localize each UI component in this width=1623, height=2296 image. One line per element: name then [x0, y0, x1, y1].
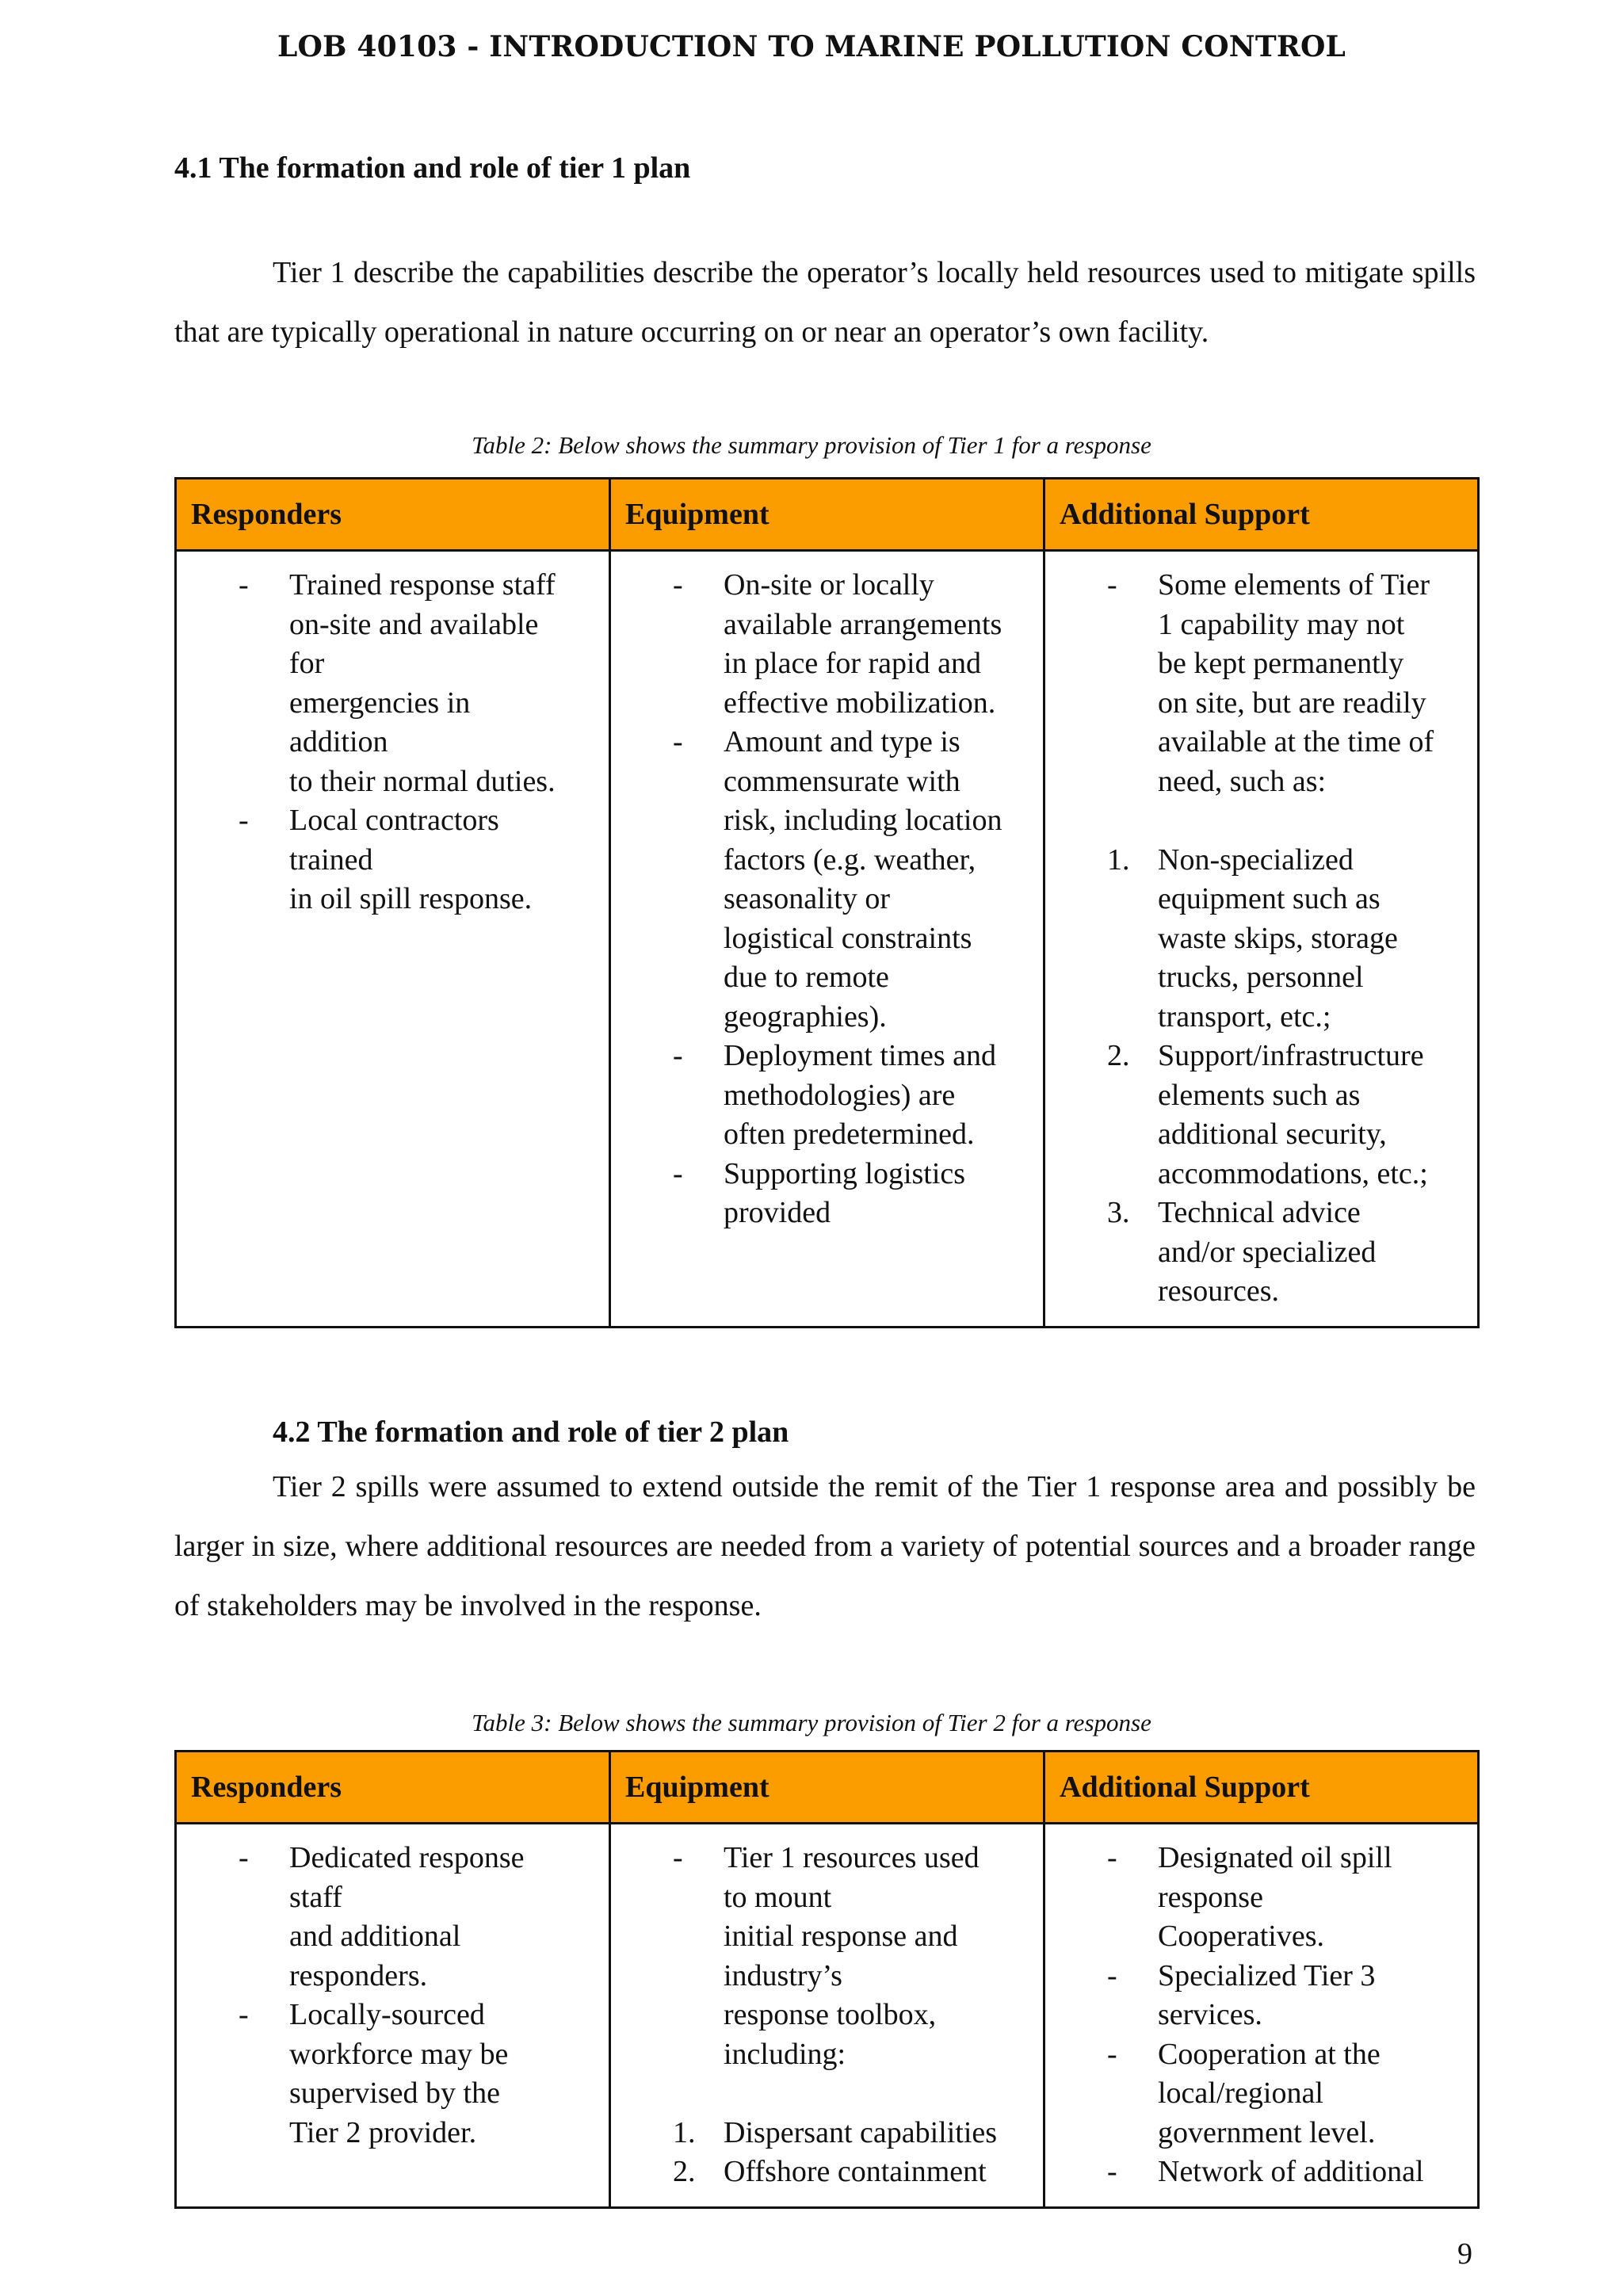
list-item-line: supervised by the	[289, 2076, 500, 2110]
list-marker: -	[1107, 1958, 1117, 1992]
cell-additional-support	[1044, 1824, 1479, 2208]
list-item-line: staff	[289, 1880, 342, 1914]
responders-list	[177, 566, 594, 919]
list-item-line: elements such as	[1158, 1078, 1361, 1112]
list-item-line: Dispersant capabilities	[724, 2115, 998, 2149]
list-marker: 1.	[673, 2115, 696, 2149]
list-item	[1045, 1194, 1463, 1312]
list-item-line: waste skips, storage	[1158, 921, 1398, 955]
list-item-line: to their normal duties.	[289, 764, 556, 798]
list-item-line: in oil spill response.	[289, 882, 533, 915]
list-item-line: On-site or locally	[724, 568, 934, 602]
list-marker: -	[239, 1841, 249, 1874]
list-item	[611, 566, 1029, 723]
list-item-line: Specialized Tier 3	[1158, 1958, 1376, 1992]
list-item-line: logistical constraints	[724, 921, 972, 955]
page-number: 9	[1457, 2237, 1472, 2271]
list-item-line: trained	[289, 842, 373, 877]
list-item	[1045, 2153, 1463, 2192]
header-equipment: Equipment	[610, 1752, 1044, 1824]
list-marker: -	[1107, 2155, 1117, 2188]
list-spacer	[1045, 801, 1463, 841]
cell-equipment	[610, 1824, 1044, 2208]
list-item-line: responders.	[289, 1958, 428, 1992]
list-item-line: workforce may be	[289, 2037, 509, 2071]
list-item-line: response toolbox,	[724, 1998, 937, 2031]
list-item	[1045, 1839, 1463, 1957]
list-marker: -	[1107, 2037, 1117, 2071]
list-item-line: due to remote	[724, 961, 889, 994]
list-item-line: initial response and	[724, 1920, 958, 1953]
list-item	[611, 723, 1029, 1037]
header-responders: Responders	[176, 1752, 610, 1824]
list-item-line: available at the time of	[1158, 725, 1434, 758]
list-item-line: Deployment times and	[724, 1039, 997, 1072]
list-marker: -	[1107, 1841, 1117, 1874]
equipment-list	[611, 566, 1029, 1233]
list-marker: 2.	[1107, 1039, 1130, 1072]
list-marker: -	[673, 1156, 683, 1190]
list-item-line: Network of additional	[1158, 2155, 1424, 2188]
list-item	[177, 801, 594, 919]
cell-responders	[176, 551, 610, 1328]
list-item-line: services.	[1158, 1998, 1262, 2031]
list-item-line: transport, etc.;	[1158, 999, 1331, 1033]
list-item	[1045, 1957, 1463, 2035]
cell-equipment	[610, 551, 1044, 1328]
cell-responders	[176, 1824, 610, 2208]
header-equipment: Equipment	[610, 479, 1044, 551]
list-marker: -	[1107, 568, 1117, 602]
list-item	[1045, 566, 1463, 801]
list-item-line: Designated oil spill	[1158, 1841, 1392, 1874]
list-item-line: Trained response staff	[289, 568, 556, 602]
list-item-line: emergencies in	[289, 686, 471, 720]
table-header-row	[176, 1752, 1479, 1824]
running-header: LOB 40103 - INTRODUCTION TO MARINE POLLUTION CONTROL	[277, 30, 1346, 63]
equipment-intro-list	[611, 1839, 1029, 2074]
list-item-line: resources.	[1158, 1274, 1279, 1308]
list-item-line: Tier 2 provider.	[289, 2115, 477, 2149]
section-heading-4-2: 4.2 The formation and role of tier 2 plan	[273, 1415, 789, 1449]
list-item-line: methodologies) are	[724, 1078, 956, 1112]
list-item-line: for	[289, 647, 325, 680]
list-item	[1045, 1037, 1463, 1194]
list-marker: -	[673, 1039, 683, 1072]
list-marker: -	[239, 804, 249, 837]
list-item	[177, 1996, 594, 2153]
list-item-line: Amount and type is	[724, 725, 960, 758]
list-item-line: Technical advice	[1158, 1196, 1361, 1229]
list-item	[611, 2114, 1029, 2153]
list-item-line: equipment such as	[1158, 882, 1381, 915]
header-additional-support: Additional Support	[1044, 1752, 1479, 1824]
list-marker: 2.	[673, 2155, 696, 2188]
list-item-line: seasonality or	[724, 882, 891, 915]
list-item-line: response	[1158, 1880, 1263, 1914]
list-item-line: on site, but are readily	[1158, 686, 1426, 720]
list-item-line: Dedicated response	[289, 1841, 525, 1874]
list-spacer	[611, 2074, 1029, 2114]
list-item-line: and additional	[289, 1920, 461, 1953]
support-intro-list	[1045, 566, 1463, 801]
list-item-line: available arrangements	[724, 607, 1002, 641]
list-marker: -	[673, 568, 683, 602]
list-marker: 3.	[1107, 1196, 1130, 1229]
cell-additional-support	[1044, 551, 1479, 1328]
table-2-tier-1	[174, 477, 1480, 1328]
list-item	[611, 2153, 1029, 2192]
list-item-line: Offshore containment	[724, 2155, 987, 2188]
list-item-line: Locally-sourced	[289, 1998, 485, 2031]
header-additional-support: Additional Support	[1044, 479, 1479, 551]
table-row	[176, 1824, 1479, 2208]
table-row	[176, 551, 1479, 1328]
equipment-numbered-list	[611, 2114, 1029, 2192]
list-item	[1045, 841, 1463, 1037]
list-item-line: addition	[289, 725, 388, 758]
list-item	[177, 1839, 594, 1996]
list-item-line: local/regional	[1158, 2076, 1323, 2110]
table-header-row	[176, 479, 1479, 551]
list-marker: -	[673, 1841, 683, 1874]
list-item-line: industry’s	[724, 1958, 842, 1992]
list-item-line: need, such as:	[1158, 764, 1327, 798]
list-item-line: Tier 1 resources used	[724, 1841, 980, 1874]
list-item-line: including:	[724, 2037, 846, 2071]
list-item-line: trucks, personnel	[1158, 961, 1364, 994]
list-item	[611, 1155, 1029, 1233]
list-item	[611, 1037, 1029, 1155]
list-item	[177, 566, 594, 801]
list-item-line: government level.	[1158, 2115, 1376, 2149]
support-list	[1045, 1839, 1463, 2192]
list-item-line: Support/infrastructure	[1158, 1039, 1424, 1072]
list-marker: -	[239, 1998, 249, 2031]
list-item	[611, 1839, 1029, 2074]
list-item	[1045, 2035, 1463, 2153]
list-item-line: Non-specialized	[1158, 842, 1354, 877]
list-item-line: geographies).	[724, 999, 887, 1033]
list-item-line: Local contractors	[289, 804, 499, 837]
list-item-line: on-site and available	[289, 607, 539, 641]
list-item-line: accommodations, etc.;	[1158, 1156, 1428, 1190]
list-item-line: to mount	[724, 1880, 832, 1914]
list-item-line: effective mobilization.	[724, 686, 996, 720]
section-heading-4-1: 4.1 The formation and role of tier 1 plan	[174, 151, 691, 185]
list-item-line: 1 capability may not	[1158, 607, 1405, 641]
list-item-line: Cooperation at the	[1158, 2037, 1381, 2071]
list-marker: -	[239, 568, 249, 602]
support-numbered-list	[1045, 841, 1463, 1312]
section-4-1-paragraph: Tier 1 describe the capabilities describe the operator’s locally held resources used to mitigate spills that are typically operational in nature occurring on or near an operator’s own facility.	[174, 256, 1476, 349]
list-item-line: often predetermined.	[724, 1117, 975, 1151]
table-3-tier-2	[174, 1750, 1480, 2209]
list-item-line: additional security,	[1158, 1117, 1387, 1151]
table-2-caption: Table 2: Below shows the summary provision of Tier 1 for a response	[472, 431, 1151, 459]
list-item-line: factors (e.g. weather,	[724, 842, 976, 877]
list-item-line: Some elements of Tier	[1158, 568, 1430, 602]
list-item-line: Supporting logistics	[724, 1156, 966, 1190]
responders-list	[177, 1839, 594, 2153]
list-item-line: commensurate with	[724, 764, 960, 798]
list-marker: -	[673, 725, 683, 758]
list-item-line: risk, including location	[724, 804, 1002, 837]
table-3-caption: Table 3: Below shows the summary provision of Tier 2 for a response	[472, 1709, 1151, 1736]
list-item-line: in place for rapid and	[724, 647, 981, 680]
list-item-line: Cooperatives.	[1158, 1920, 1325, 1953]
header-responders: Responders	[176, 479, 610, 551]
section-4-2-paragraph: Tier 2 spills were assumed to extend outside the remit of the Tier 1 response area and possibly be larger in size, where additional resources are needed from a variety of potential sources and a broader range of stakeholders may be involved in the response.	[174, 1470, 1476, 1622]
list-item-line: and/or specialized	[1158, 1235, 1377, 1269]
list-marker: 1.	[1107, 842, 1130, 877]
list-item-line: be kept permanently	[1158, 647, 1404, 680]
list-item-line: provided	[724, 1196, 831, 1229]
